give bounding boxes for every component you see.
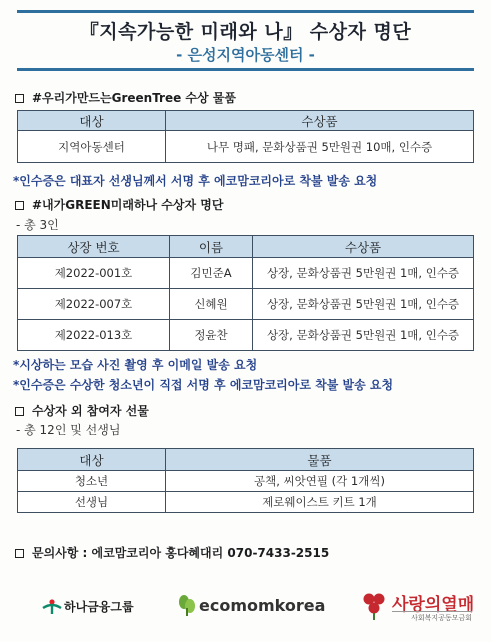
table-cell: 청소년 xyxy=(18,471,166,492)
table-cell: 공책, 씨앗연필 (각 1개씩) xyxy=(166,471,474,492)
table-row xyxy=(18,131,474,163)
column-header: 상장 번호 xyxy=(18,236,170,258)
column-header: 대상 xyxy=(18,111,166,131)
column-header: 수상품 xyxy=(166,111,474,131)
column-header: 수상품 xyxy=(253,236,474,258)
love-fruit-subtext: 사회복지공동모금회 xyxy=(392,611,472,623)
table-row xyxy=(18,258,474,289)
table-row xyxy=(18,492,474,513)
table-header-row xyxy=(18,111,474,131)
checkbox-square-icon xyxy=(15,407,24,416)
greentree-prize-table xyxy=(17,110,474,163)
receipt-notice: *인수증은 수상한 청소년이 직접 서명 후 에코맘코리아로 착불 발송 요청 xyxy=(13,378,394,392)
gifts-table xyxy=(17,448,474,513)
table-header-row xyxy=(18,449,474,471)
table-cell: 제2022-013호 xyxy=(18,320,170,351)
table-row xyxy=(18,320,474,351)
participant-count: - 총 12인 및 선생님 xyxy=(16,423,121,437)
title-top-rule xyxy=(17,10,474,13)
ecomom-leaf-icon xyxy=(178,594,196,616)
section-greentree-title: #우리가만드는GreenTree 수상 물품 xyxy=(32,91,236,105)
table-cell: 제2022-007호 xyxy=(18,289,170,320)
table-cell: 신혜원 xyxy=(170,289,253,320)
section-greentree-heading xyxy=(15,89,236,106)
table-cell: 선생님 xyxy=(18,492,166,513)
contact-line xyxy=(15,544,329,561)
section-participants-heading xyxy=(15,402,149,419)
table-cell: 지역아동센터 xyxy=(18,131,166,163)
page-title: 『지속가능한 미래와 나』 수상자 명단 xyxy=(79,21,412,43)
table-cell: 상장, 문화상품권 5만원권 1매, 인수증 xyxy=(253,258,474,289)
greentree-notice: *인수증은 대표자 선생님께서 서명 후 에코맘코리아로 착불 발송 요청 xyxy=(13,174,378,188)
table-row xyxy=(18,289,474,320)
contact-text: 문의사항 : 에코맘코리아 홍다혜대리 070-7433-2515 xyxy=(32,546,330,560)
table-cell: 제로웨이스트 키트 1개 xyxy=(166,492,474,513)
checkbox-square-icon xyxy=(15,201,24,210)
sponsor-logos xyxy=(0,594,491,624)
section-participants-title: 수상자 외 참여자 선물 xyxy=(32,404,149,418)
column-header: 물품 xyxy=(166,449,474,471)
winners-table xyxy=(17,235,474,351)
column-header: 대상 xyxy=(18,449,166,471)
table-cell: 제2022-001호 xyxy=(18,258,170,289)
ecomom-logo xyxy=(178,594,325,616)
hana-mark-icon xyxy=(42,598,62,614)
ecomom-logo-text: ecomomkorea xyxy=(199,596,326,615)
hana-logo-text: 하나금융그룹 xyxy=(64,600,134,614)
section-greenfuture-heading xyxy=(15,196,223,213)
column-header: 이름 xyxy=(170,236,253,258)
table-cell: 정윤찬 xyxy=(170,320,253,351)
title-bottom-rule xyxy=(17,68,474,71)
love-fruit-berries-icon xyxy=(360,590,388,620)
table-cell: 상장, 문화상품권 5만원권 1매, 인수증 xyxy=(253,289,474,320)
table-cell: 김민준A xyxy=(170,258,253,289)
love-fruit-logo xyxy=(360,590,475,624)
table-cell: 나무 명패, 문화상품권 5만원권 10매, 인수증 xyxy=(166,131,474,163)
winner-count: - 총 3인 xyxy=(16,218,59,232)
love-fruit-text: 사랑의열매 xyxy=(392,595,475,615)
photo-notice: *시상하는 모습 사진 촬영 후 이메일 발송 요청 xyxy=(13,358,258,372)
hana-logo xyxy=(42,598,134,615)
page-subtitle: - 은성지역아동센터 - xyxy=(176,46,315,64)
table-header-row xyxy=(18,236,474,258)
table-cell: 상장, 문화상품권 5만원권 1매, 인수증 xyxy=(253,320,474,351)
section-greenfuture-title: #내가GREEN미래하나 수상자 명단 xyxy=(32,198,224,212)
checkbox-square-icon xyxy=(15,94,24,103)
table-row xyxy=(18,471,474,492)
checkbox-square-icon xyxy=(15,549,24,558)
